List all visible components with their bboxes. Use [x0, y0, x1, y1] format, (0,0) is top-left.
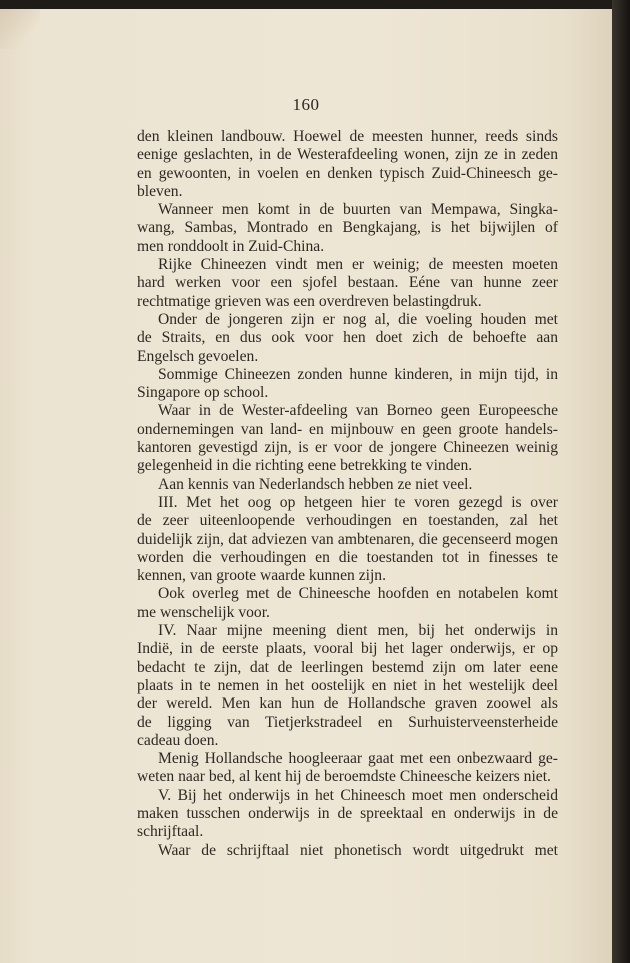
text-line: en gewoonten, in voelen en denken typisch Zuid-Chineesch ge-: [137, 164, 558, 182]
text-line: IV. Naar mijne meening dient men, bij het onderwijs in: [158, 622, 558, 640]
text-line: duidelijk zijn, dat adviezen van ambtenaren, die gecenseerd mogen: [137, 530, 558, 548]
text-line: men ronddoolt in Zuid-China.: [137, 237, 325, 255]
text-line: eenige geslachten, in de Westerafdeeling wonen, zijn ze in zeden: [137, 146, 558, 164]
text-line: de zeer uiteenloopende verhoudingen en toestanden, zal het: [137, 512, 558, 530]
text-line: schrijftaal.: [137, 823, 204, 841]
text-line: Sommige Chineezen zonden hunne kinderen, in mijn tijd, in: [158, 365, 558, 383]
text-line: Waar de schrijftaal niet phonetisch wordt uitgedrukt met: [158, 841, 558, 859]
text-line: kantoren gevestigd zijn, is er voor de jongere Chineezen weinig: [137, 439, 558, 457]
text-line: maken tusschen onderwijs in de spreektaal en onderwijs in de: [137, 804, 558, 822]
text-line: hard werken voor een sjofel bestaan. Eéne van hunne zeer: [137, 274, 558, 292]
page-number: 160: [292, 95, 320, 114]
text-line: Singapore op school.: [137, 384, 269, 402]
text-line: ondernemingen van land- en mijnbouw en geen groote handels-: [137, 420, 558, 438]
text-line: Waar in de Wester-afdeeling van Borneo geen Europeesche: [158, 402, 558, 420]
text-line: cadeau doen.: [137, 731, 219, 749]
text-line: Aan kennis van Nederlandsch hebben ze niet veel.: [158, 475, 473, 493]
text-line: plaats in te nemen in het oostelijk en niet in het westelijk deel: [137, 676, 558, 694]
text-line: Rijke Chineezen vindt men er weinig; de meesten moeten: [158, 256, 558, 274]
text-line: Menig Hollandsche hoogleeraar gaat met een onbezwaard ge-: [158, 750, 558, 768]
text-line: me wenschelijk voor.: [137, 603, 270, 621]
text-line: de Straits, en dus ook voor hen doet zich de behoefte aan: [137, 329, 558, 347]
text-line: weten naar bed, al kent hij de beroemdste Chineesche keizers niet.: [137, 768, 551, 786]
page-edge-shadow: [612, 0, 630, 963]
text-line: bedacht te zijn, dat de leerlingen bestemd zijn om later eene: [137, 658, 558, 676]
text-line: gelegenheid in die richting eene betrekking te vinden.: [137, 457, 473, 475]
text-line: Engelsch gevoelen.: [137, 347, 259, 365]
text-line: Ook overleg met de Chineesche hoofden en notabelen komt: [158, 585, 558, 603]
text-line: worden die verhoudingen en die toestanden tot in finesses te: [137, 548, 558, 566]
text-line: III. Met het oog op hetgeen hier te voren gezegd is over: [158, 493, 558, 511]
text-line: den kleinen landbouw. Hoewel de meesten hunner, reeds sinds: [137, 128, 558, 145]
text-line: V. Bij het onderwijs in het Chineesch moet men onderscheid: [158, 786, 558, 804]
book-page: [0, 9, 612, 963]
text-line: Onder de jongeren zijn er nog al, die voeling houden met: [158, 310, 558, 328]
text-line: kennen, van groote waarde kunnen zijn.: [137, 567, 386, 585]
text-line: wang, Sambas, Montrado en Bengkajang, is het bijwijlen of: [137, 219, 558, 237]
text-line: Indië, in de eerste plaats, vooral bij het lager onderwijs, er op: [137, 640, 558, 658]
body-text: [137, 128, 558, 860]
text-line: rechtmatige grieven was een overdreven belastingdruk.: [137, 292, 482, 310]
text-line: de ligging van Tietjerkstradeel en Surhuisterveensterheide: [137, 713, 558, 731]
text-line: der wereld. Men kan hun de Hollandsche graven zoowel als: [137, 695, 558, 713]
text-line: bleven.: [137, 182, 183, 200]
text-line: Wanneer men komt in de buurten van Mempawa, Singka-: [158, 201, 558, 219]
